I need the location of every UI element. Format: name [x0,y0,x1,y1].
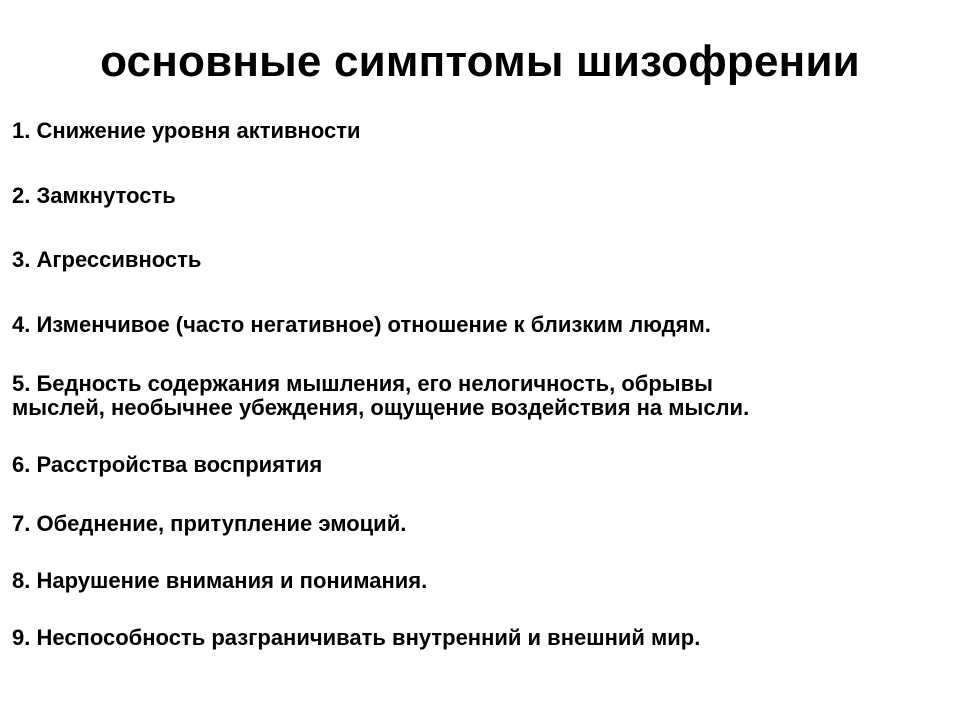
symptom-text: Бедность содержания мышления, его нелогичность, обрывы [36,371,713,396]
symptom-number: 5. [12,371,31,396]
symptom-item-4 [12,313,942,337]
symptom-item-8 [12,569,942,593]
symptom-number: 4. [12,312,31,337]
symptom-text: Снижение уровня активности [36,118,361,143]
symptom-number: 6. [12,452,31,477]
symptom-text: Расстройства восприятия [36,452,323,477]
symptom-text: Замкнутость [36,183,176,208]
symptom-item-6 [12,453,942,477]
symptom-item-7 [12,512,942,536]
symptom-number: 2. [12,183,31,208]
symptom-number: 7. [12,511,31,536]
symptom-text: Неспособность разграничивать внутренний и внешний мир. [36,625,701,650]
symptom-text: Агрессивность [36,247,202,272]
symptom-item-5 [12,372,942,420]
symptom-item-1 [12,119,942,143]
symptom-number: 3. [12,247,31,272]
symptom-text: Нарушение внимания и понимания. [36,568,428,593]
symptom-text: Изменчивое (часто негативное) отношение к близким людям. [36,312,711,337]
symptom-number: 9. [12,625,31,650]
symptom-item-9 [12,626,942,650]
symptom-number: 1. [12,118,31,143]
symptom-item-2 [12,184,942,208]
symptom-text-line-2: мыслей, необычнее убеждения, ощущение воздействия на мысли. [12,395,750,420]
symptom-text: Обеднение, притупление эмоций. [36,511,407,536]
symptom-item-3 [12,248,942,272]
symptom-number: 8. [12,568,31,593]
slide-title: основные симптомы шизофрении [100,37,860,86]
symptom-line-1 [12,372,942,396]
